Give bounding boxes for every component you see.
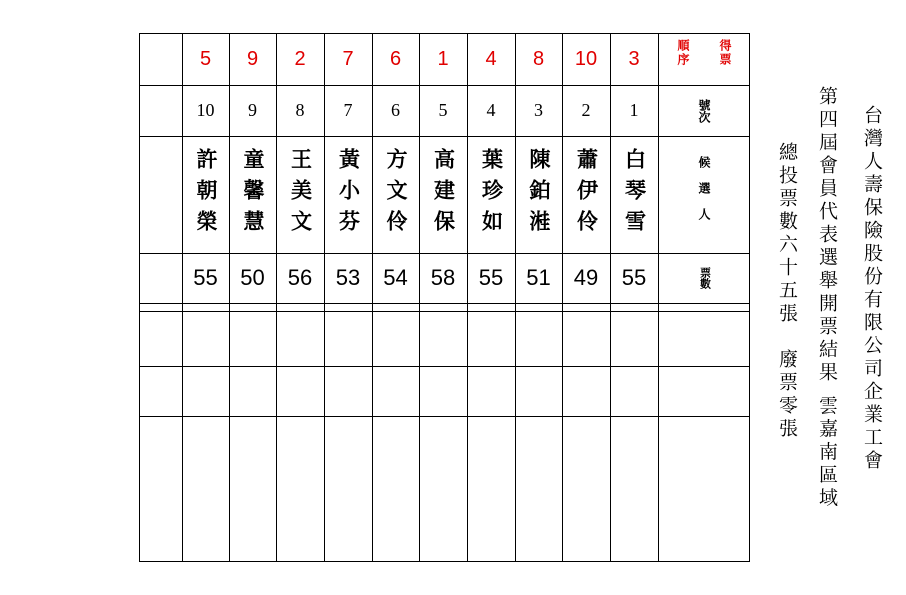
candidate-name: 高建保 <box>431 148 456 241</box>
ballot-summary: 總投票數六十五張 廢票零張 <box>776 142 798 441</box>
candidate-name: 蕭伊伶 <box>574 148 599 241</box>
rank-cell: 7 <box>342 47 354 70</box>
election-result-title: 第四屆會員代表選舉開票結果 雲嘉南區域 <box>816 86 838 511</box>
votes-cell: 49 <box>573 265 599 290</box>
votes-cell: 55 <box>621 265 647 290</box>
candidate-name: 童馨慧 <box>241 148 265 241</box>
row-divider <box>139 366 750 367</box>
union-name-title: 台灣人壽保險股份有限公司企業工會 <box>861 105 883 473</box>
votes-cell: 50 <box>240 265 265 290</box>
rank-cell: 1 <box>437 47 449 70</box>
number-cell: 10 <box>196 100 215 120</box>
number-cell: 3 <box>534 100 543 120</box>
header-rank-label: 順序 <box>676 39 690 67</box>
rank-cell: 4 <box>485 47 497 70</box>
header-candidate: 候選人 <box>697 155 711 234</box>
votes-cell: 55 <box>193 265 218 290</box>
row-divider <box>139 303 750 304</box>
rank-cell: 6 <box>389 47 402 70</box>
rank-cell: 2 <box>294 47 306 70</box>
number-cell: 8 <box>295 100 305 120</box>
row-divider <box>139 311 750 312</box>
header-number: 號次 <box>697 98 711 123</box>
number-cell: 5 <box>438 100 448 120</box>
candidate-name: 葉珍如 <box>479 148 504 241</box>
votes-cell: 55 <box>478 265 504 290</box>
candidate-name: 陳鉑溎 <box>527 148 551 241</box>
votes-cell: 58 <box>430 265 456 290</box>
rank-cell: 10 <box>574 47 598 70</box>
candidate-name: 許朝榮 <box>194 148 218 241</box>
candidate-name: 黃小芬 <box>336 148 361 241</box>
candidate-name: 白琴雪 <box>622 148 647 241</box>
votes-cell: 54 <box>383 265 408 290</box>
candidate-name: 王美文 <box>288 148 313 241</box>
header-rank-label: 得票 <box>718 39 732 67</box>
table-border <box>139 561 750 562</box>
number-cell: 6 <box>391 100 400 120</box>
rank-cell: 8 <box>532 47 545 70</box>
header-rank <box>659 33 750 85</box>
rank-cell: 9 <box>246 47 259 70</box>
number-cell: 7 <box>343 100 353 120</box>
table-border <box>139 33 140 562</box>
row-divider <box>139 416 750 417</box>
rank-cell: 3 <box>628 47 640 70</box>
candidate-name: 方文伶 <box>384 148 408 241</box>
number-cell: 1 <box>629 100 639 120</box>
number-cell: 9 <box>248 100 257 120</box>
number-cell: 2 <box>581 100 591 120</box>
votes-cell: 53 <box>335 265 361 290</box>
votes-cell: 56 <box>287 265 313 290</box>
votes-cell: 51 <box>526 265 551 290</box>
rank-cell: 5 <box>199 47 212 70</box>
header-votes: 票數 <box>698 267 712 289</box>
number-cell: 4 <box>486 100 496 120</box>
